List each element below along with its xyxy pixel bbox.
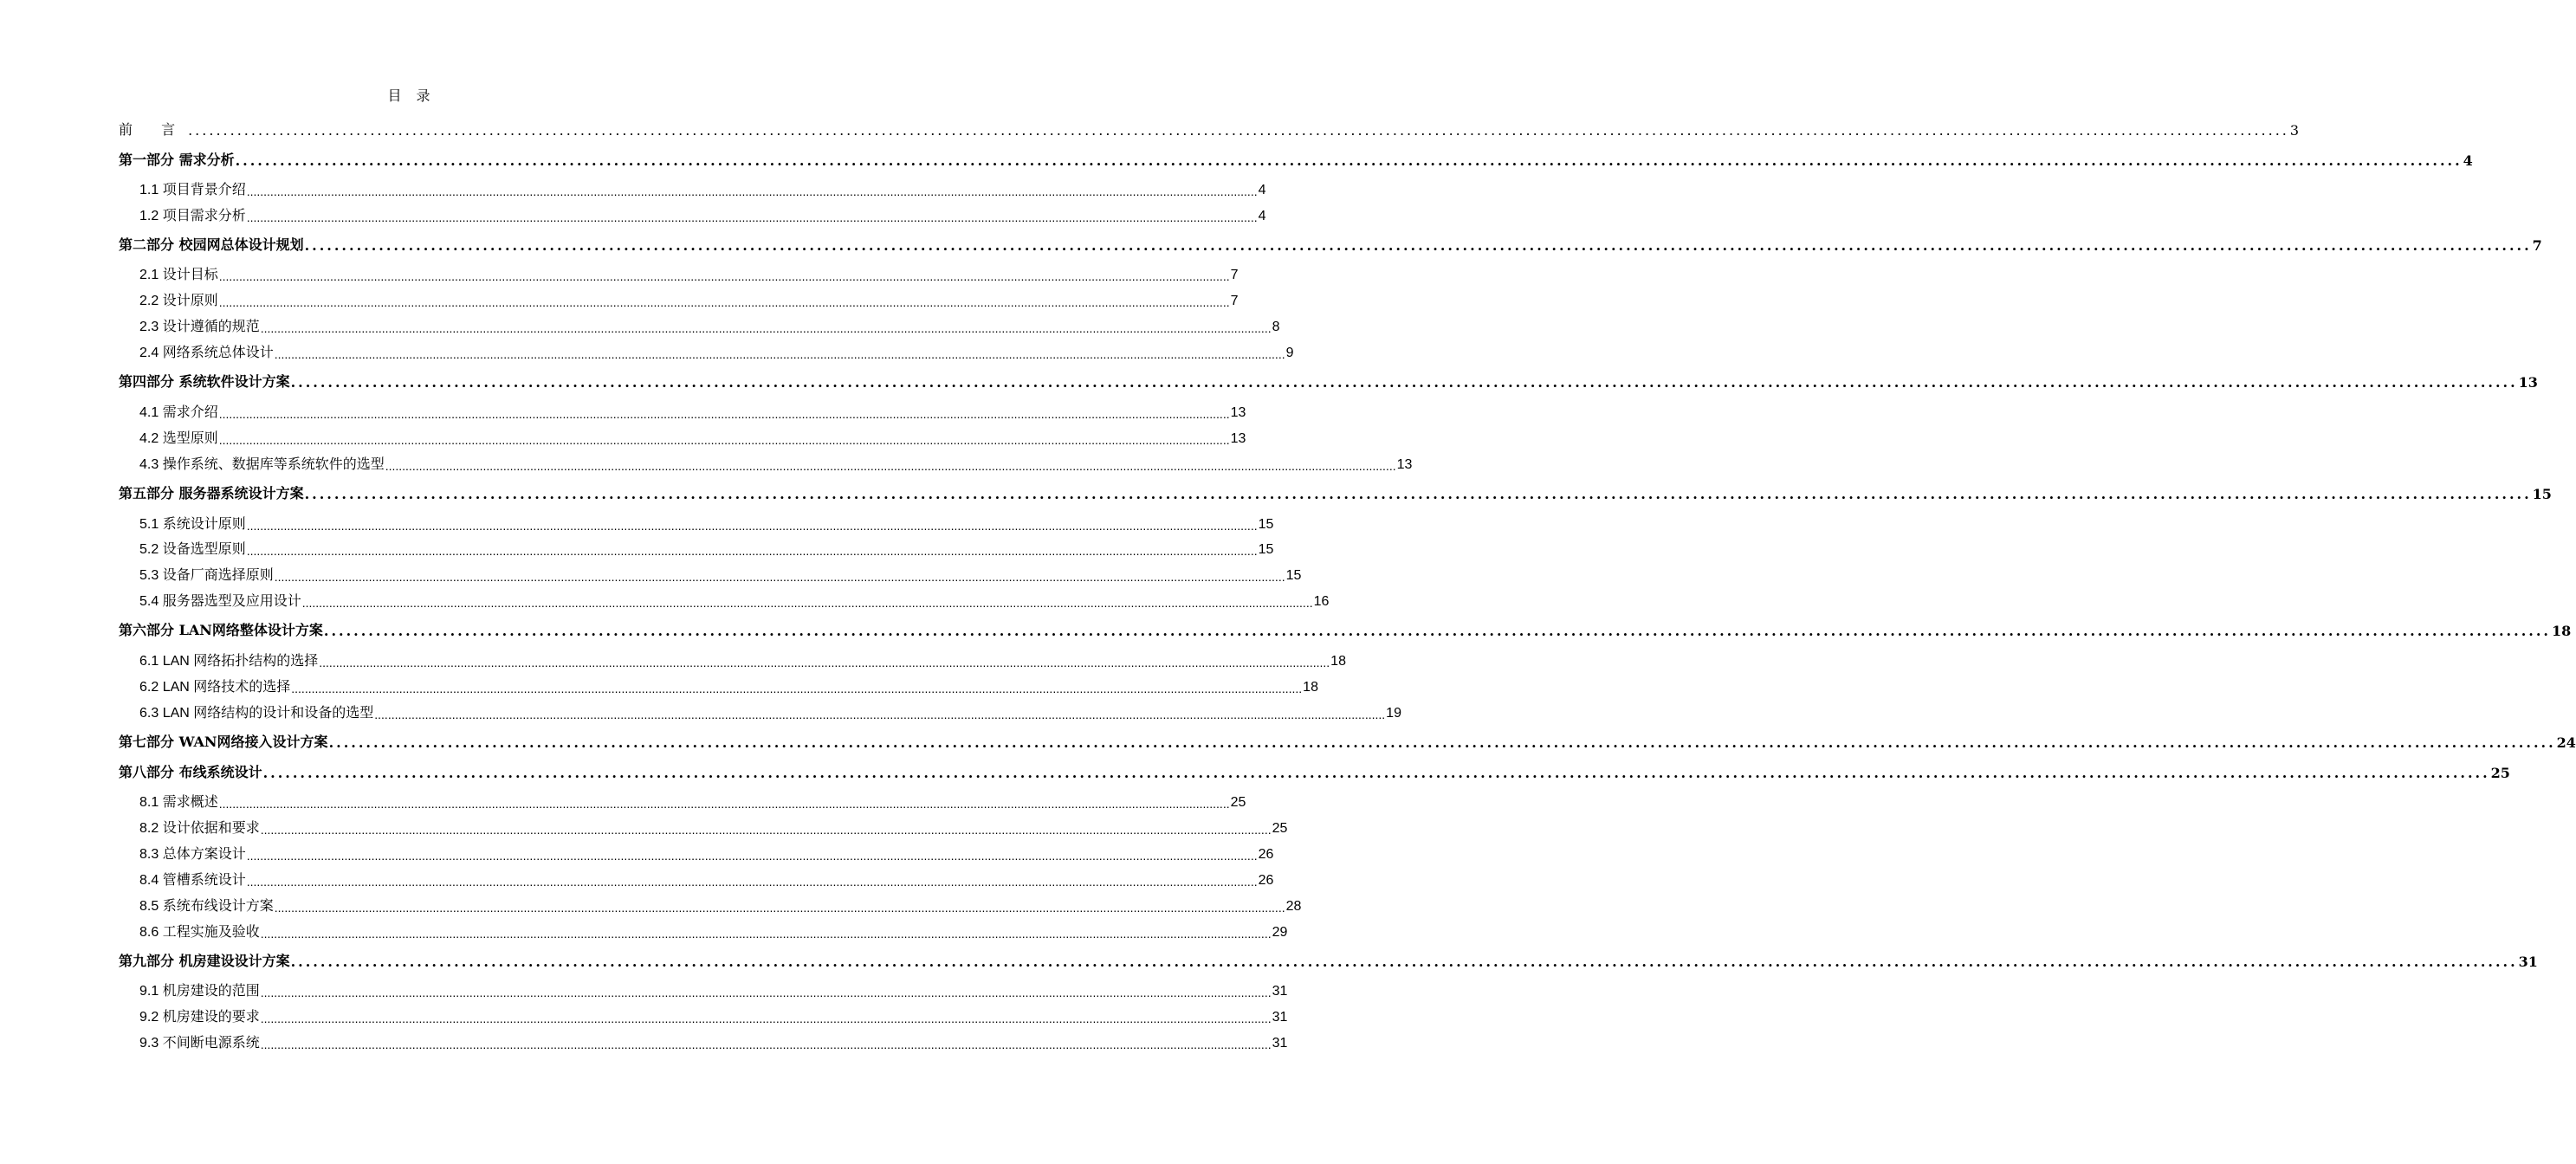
toc-entry[interactable] [139,840,1274,863]
toc-entry[interactable] [139,510,1274,533]
toc-entry[interactable] [119,759,2510,781]
toc-entry[interactable] [139,535,1274,558]
toc-leader: ............................................................................................................................................................................................................................................................................................................ [328,734,2556,751]
toc-entry[interactable] [139,587,1330,610]
toc-entry-page: 9 [1285,346,1294,360]
toc-entry-page: 28 [1285,899,1302,914]
toc-entry[interactable] [139,918,1288,941]
toc-entry-page: 18 [2551,623,2572,639]
toc-entry-label: 1.2 项目需求分析 [139,209,246,223]
toc-leader: ............................................................................................................................................................................................................................................................................................................ [246,519,1258,533]
toc-entry[interactable] [139,673,1318,695]
toc-entry[interactable] [119,728,2576,751]
toc-entry-label: 第七部分 WAN网络接入设计方案 [119,734,328,750]
toc-entry-label: 6.3 LAN 网络结构的设计和设备的选型 [139,706,374,721]
toc-entry-page: 18 [1303,680,1318,695]
toc-entry-page: 25 [1272,821,1288,836]
toc-leader: ............................................................................................................................................................................................................................................................................................................ [246,849,1258,863]
toc-entry-page: 15 [1258,517,1274,532]
toc-entry-page: 24 [2556,734,2576,751]
toc-entry-label: 1.1 项目背景介绍 [139,183,246,197]
toc-entry-page: 4 [1258,183,1266,197]
toc-entry-label: 8.2 设计依据和要求 [139,821,260,836]
toc-entry-page: 25 [2490,765,2510,781]
toc-entry[interactable] [139,866,1274,889]
toc-leader: ............................................................................................................................................................................................................................................................................................................ [304,486,2532,502]
toc-entry-label: 8.5 系统布线设计方案 [139,899,274,914]
toc-leader: ............................................................................................................................................................................................................................................................................................................ [274,570,1285,584]
toc-leader: ............................................................................................................................................................................................................................................................................................................ [246,544,1258,558]
toc-leader: ............................................................................................................................................................................................................................................................................................................ [218,433,1230,447]
toc-leader: ............................................................................................................................................................................................................................................................................................................ [274,347,1285,361]
toc-entry[interactable] [139,261,1239,283]
toc-leader: ............................................................................................................................................................................................................................................................................................................ [218,797,1230,811]
toc-entry-page: 29 [1272,925,1288,940]
toc-entry-page: 3 [2289,122,2300,139]
toc-entry-label: 5.2 设备选型原则 [139,542,246,557]
toc-entry-label: 6.1 LAN 网络拓扑结构的选择 [139,654,319,669]
toc-entry-page: 13 [1230,405,1246,420]
toc-entry-page: 7 [1230,294,1239,308]
toc-entry-label: 9.2 机房建设的要求 [139,1010,260,1025]
toc-entry-label: 9.3 不间断电源系统 [139,1036,260,1051]
toc-entry-label: 2.2 设计原则 [139,294,218,308]
toc-entry-label: 第六部分 LAN网络整体设计方案 [119,622,323,638]
toc-entry-label: 6.2 LAN 网络技术的选择 [139,680,291,695]
toc-leader: ............................................................................................................................................................................................................................................................................................................ [260,823,1272,837]
toc-leader: ............................................................................................................................................................................................................................................................................................................ [291,682,1303,695]
toc-leader: ............................................................................................................................................................................................................................................................................................................ [260,986,1272,999]
toc-leader: ............................................................................................................................................................................................................................................................................................................ [290,374,2518,391]
toc-entry-label: 9.1 机房建设的范围 [139,984,260,999]
toc-entry[interactable] [139,313,1280,335]
toc-entry-label: 第八部分 布线系统设计 [119,764,262,780]
toc-entry-label: 2.1 设计目标 [139,268,218,282]
toc-entry-label: 4.1 需求介绍 [139,405,218,420]
toc-entry-page: 31 [1272,984,1288,999]
toc-entry-label: 8.6 工程实施及验收 [139,925,260,940]
toc-entry-label: 8.3 总体方案设计 [139,847,246,862]
toc-leader: ............................................................................................................................................................................................................................................................................................................ [301,596,1313,610]
toc-entry-page: 31 [1272,1010,1288,1025]
toc-leader: ............................................................................................................................................................................................................................................................................................................ [260,1038,1272,1051]
toc-entry-page: 4 [1258,209,1266,223]
toc-entry[interactable] [139,647,1346,669]
toc-entry[interactable] [139,561,1302,584]
toc-entry[interactable] [139,699,1401,721]
toc-entry[interactable] [119,231,2542,254]
toc-entry-page: 15 [1258,542,1274,557]
toc-entry[interactable] [139,176,1266,198]
toc-entry[interactable] [139,814,1288,837]
toc-leader: ............................................................................................................................................................................................................................................................................................................ [323,623,2551,639]
toc-leader: ............................................................................................................................................................................................................................................................................................................ [218,407,1230,421]
toc-leader: ............................................................................................................................................................................................................................................................................................................ [262,765,2490,781]
toc-entry-label: 第四部分 系统软件设计方案 [119,373,290,390]
toc-entry[interactable] [139,202,1266,224]
toc-entry-page: 13 [2518,374,2538,391]
toc-leader: ............................................................................................................................................................................................................................................................................................................ [218,269,1230,283]
toc-entry-label: 8.4 管槽系统设计 [139,873,246,888]
toc-leader: ............................................................................................................................................................................................................................................................................................................ [374,708,1386,721]
toc-entry[interactable] [139,287,1239,309]
toc-leader: ............................................................................................................................................................................................................................................................................................................ [246,875,1258,889]
toc-entry-label: 5.1 系统设计原则 [139,517,246,532]
toc-entry-label: 2.3 设计遵循的规范 [139,320,260,334]
toc-leader: ............................................................................................................................................................................................................................................................................................................ [260,927,1272,941]
toc-entry[interactable] [139,788,1246,811]
toc-entry-page: 13 [1230,431,1246,446]
toc-leader: ............................................................................................................................................................................................................................................................................................................ [274,901,1285,915]
toc-entry-page: 7 [2532,237,2542,254]
toc-entry-page: 7 [1230,268,1239,282]
toc-entry[interactable] [119,947,2538,970]
toc-entry[interactable] [139,424,1246,447]
toc-entry-label: 第一部分 需求分析 [119,152,235,168]
toc-leader: ............................................................................................................................................................................................................................................................................................................ [260,321,1272,335]
toc-leader: ............................................................................................................................................................................................................................................................................................................ [188,122,2289,139]
toc-leader: ............................................................................................................................................................................................................................................................................................................ [246,184,1258,198]
toc-entry-page: 25 [1230,795,1246,810]
toc-leader: ............................................................................................................................................................................................................................................................................................................ [319,656,1330,669]
toc-entry-page: 16 [1313,594,1330,609]
toc-entry-page: 4 [2463,152,2473,169]
toc-entry-label: 第二部分 校园网总体设计规划 [119,236,304,253]
toc-entry-label: 8.1 需求概述 [139,795,218,810]
toc-leader: ............................................................................................................................................................................................................................................................................................................ [235,152,2463,169]
toc-entry[interactable] [119,480,2552,502]
toc-entry[interactable] [139,892,1302,915]
toc-entry[interactable] [139,1003,1288,1025]
toc-entry-page: 8 [1272,320,1280,334]
toc-entry[interactable] [119,116,2300,139]
toc-entry-label: 4.3 操作系统、数据库等系统软件的选型 [139,457,385,472]
toc-entry-page: 26 [1258,847,1274,862]
toc-entry[interactable] [139,398,1246,421]
toc-entry-label: 前 言 [119,121,188,138]
toc-entry-page: 31 [2518,954,2538,970]
toc-leader: ............................................................................................................................................................................................................................................................................................................ [385,459,1396,473]
toc-entry-label: 5.3 设备厂商选择原则 [139,568,274,583]
toc-entry-page: 26 [1258,873,1274,888]
toc-entry[interactable] [119,146,2473,169]
toc-entry-page: 15 [1285,568,1302,583]
toc-entry-label: 4.2 选型原则 [139,431,218,446]
toc-entry-label: 第九部分 机房建设设计方案 [119,953,290,969]
toc-entry-label: 第五部分 服务器系统设计方案 [119,485,304,501]
toc-title: 目 录 [387,87,436,104]
toc-entry[interactable] [119,368,2538,391]
toc-leader: ............................................................................................................................................................................................................................................................................................................ [304,237,2532,254]
toc-entry[interactable] [139,450,1413,473]
toc-entry[interactable] [139,339,1294,361]
toc-leader: ............................................................................................................................................................................................................................................................................................................ [218,295,1230,309]
toc-leader: ............................................................................................................................................................................................................................................................................................................ [260,1012,1272,1025]
toc-entry-label: 5.4 服务器选型及应用设计 [139,594,301,609]
toc-entry-page: 31 [1272,1036,1288,1051]
toc-entry-page: 19 [1386,706,1401,721]
toc-entry[interactable] [119,617,2572,639]
toc-entry-page: 18 [1330,654,1346,669]
toc-entry[interactable] [139,977,1288,999]
toc-entry[interactable] [139,1029,1288,1051]
toc-leader: ............................................................................................................................................................................................................................................................................................................ [246,210,1258,224]
toc-entry-label: 2.4 网络系统总体设计 [139,346,274,360]
toc-entry-page: 13 [1396,457,1413,472]
toc-leader: ............................................................................................................................................................................................................................................................................................................ [290,954,2518,970]
toc-entry-page: 15 [2532,486,2552,502]
